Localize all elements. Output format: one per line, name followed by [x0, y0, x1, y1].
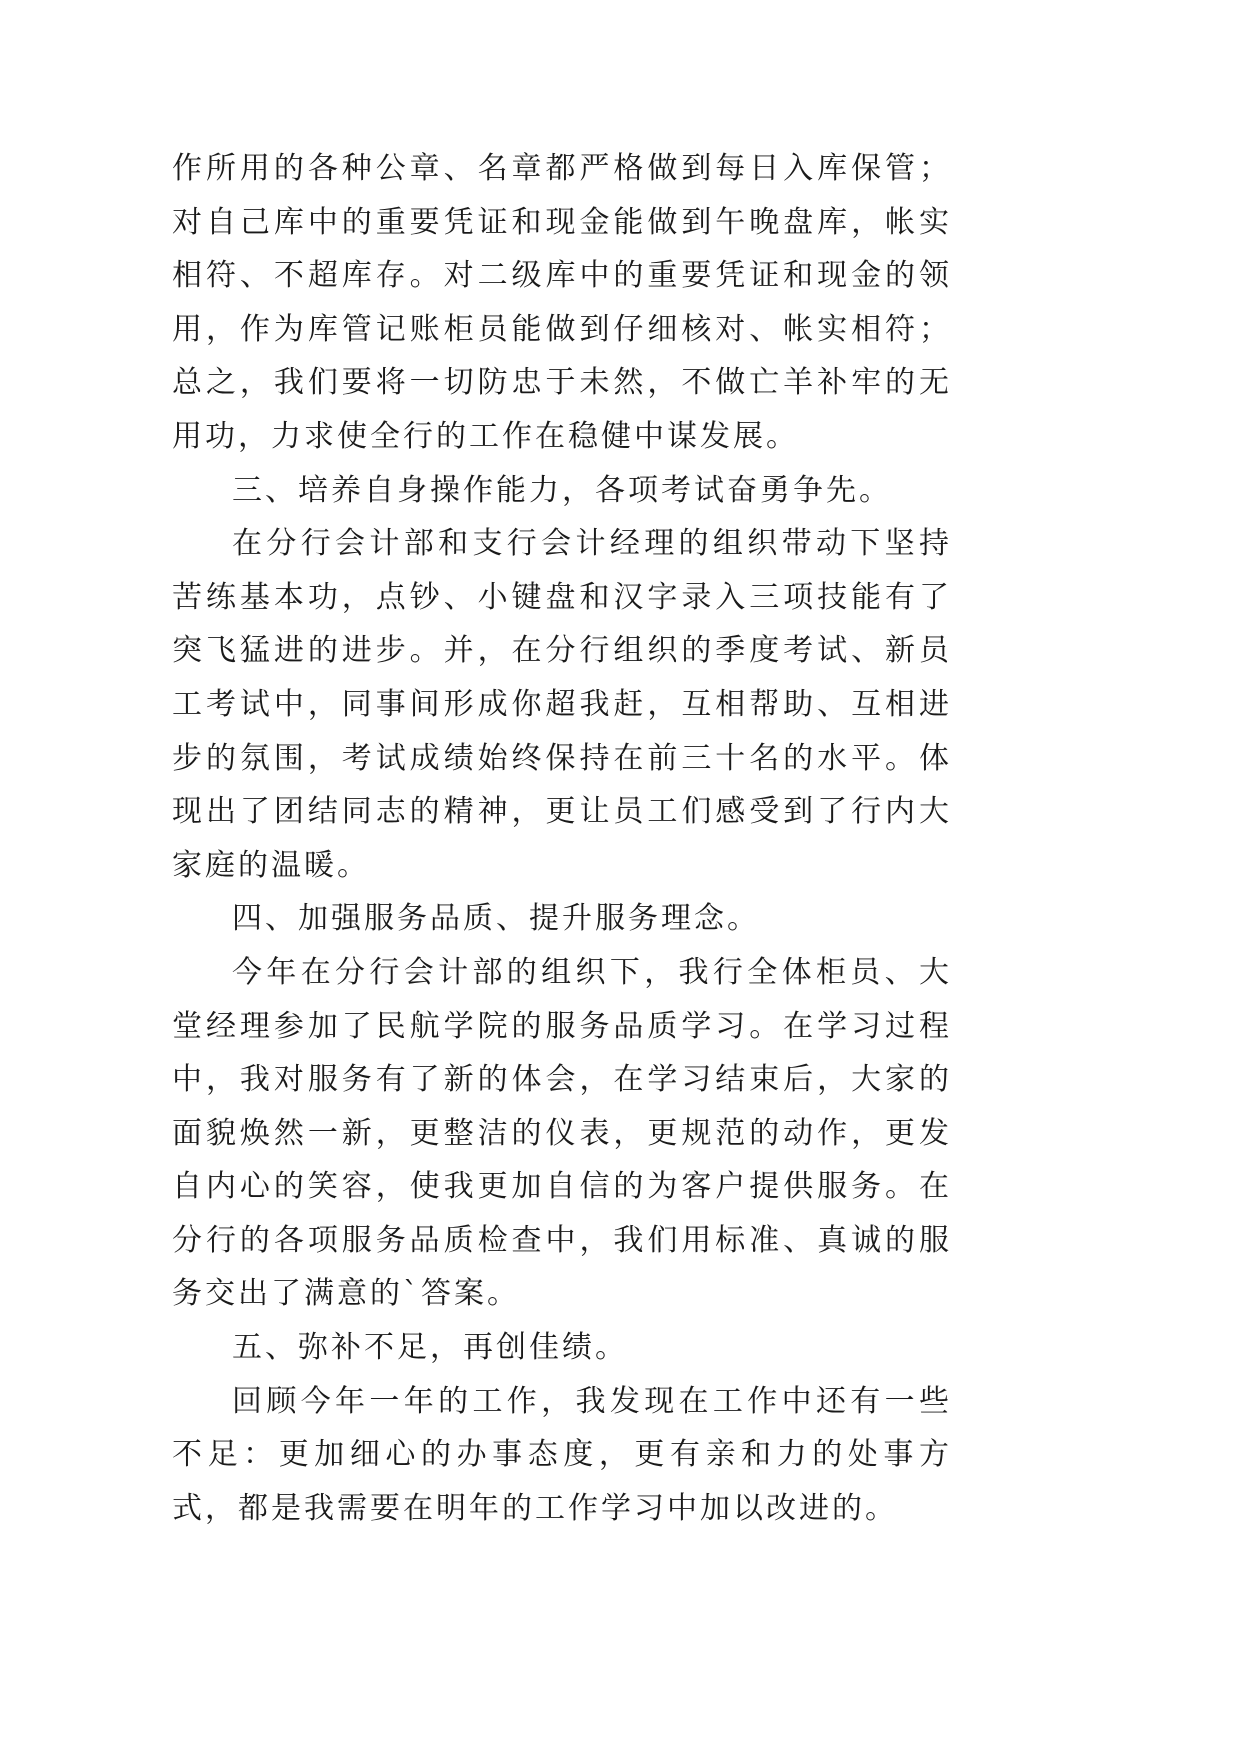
section-heading-5: 五、弥补不足，再创佳绩。 [232, 1330, 628, 1366]
paragraph-review: 回顾今年一年的工作，我发现在工作中还有一些不足：更加细心的办事态度，更有亲和力的处事方式，都是我需要在明年的工作学习中加以改进的。 [172, 1383, 952, 1526]
document-body [172, 142, 952, 1535]
paragraph-continued: 作所用的各种公章、名章都严格做到每日入库保管；对自己库中的重要凭证和现金能做到午晚盘库，帐实相符、不超库存。对二级库中的重要凭证和现金的领用，作为库管记账柜员能做到仔细核对、帐实相符；总之，我们要将一切防忠于未然，不做亡羊补牢的无用功，力求使全行的工作在稳健中谋发展。 [172, 151, 952, 454]
section-heading-3: 三、培养自身操作能力，各项考试奋勇争先。 [232, 472, 892, 508]
paragraph-skills: 在分行会计部和支行会计经理的组织带动下坚持苦练基本功，点钞、小键盘和汉字录入三项技能有了突飞猛进的进步。并，在分行组织的季度考试、新员工考试中，同事间形成你超我赶，互相帮助、互相进步的氛围，考试成绩始终保持在前三十名的水平。体现出了团结同志的精神，更让员工们感受到了行内大家庭的温暖。 [172, 526, 952, 883]
section-heading-4: 四、加强服务品质、提升服务理念。 [232, 901, 760, 937]
paragraph-service: 今年在分行会计部的组织下，我行全体柜员、大堂经理参加了民航学院的服务品质学习。在学习过程中，我对服务有了新的体会，在学习结束后，大家的面貌焕然一新，更整洁的仪表，更规范的动作，更发自内心的笑容，使我更加自信的为客户提供服务。在分行的各项服务品质检查中，我们用标准、真诚的服务交出了满意的`答案。 [172, 954, 952, 1312]
